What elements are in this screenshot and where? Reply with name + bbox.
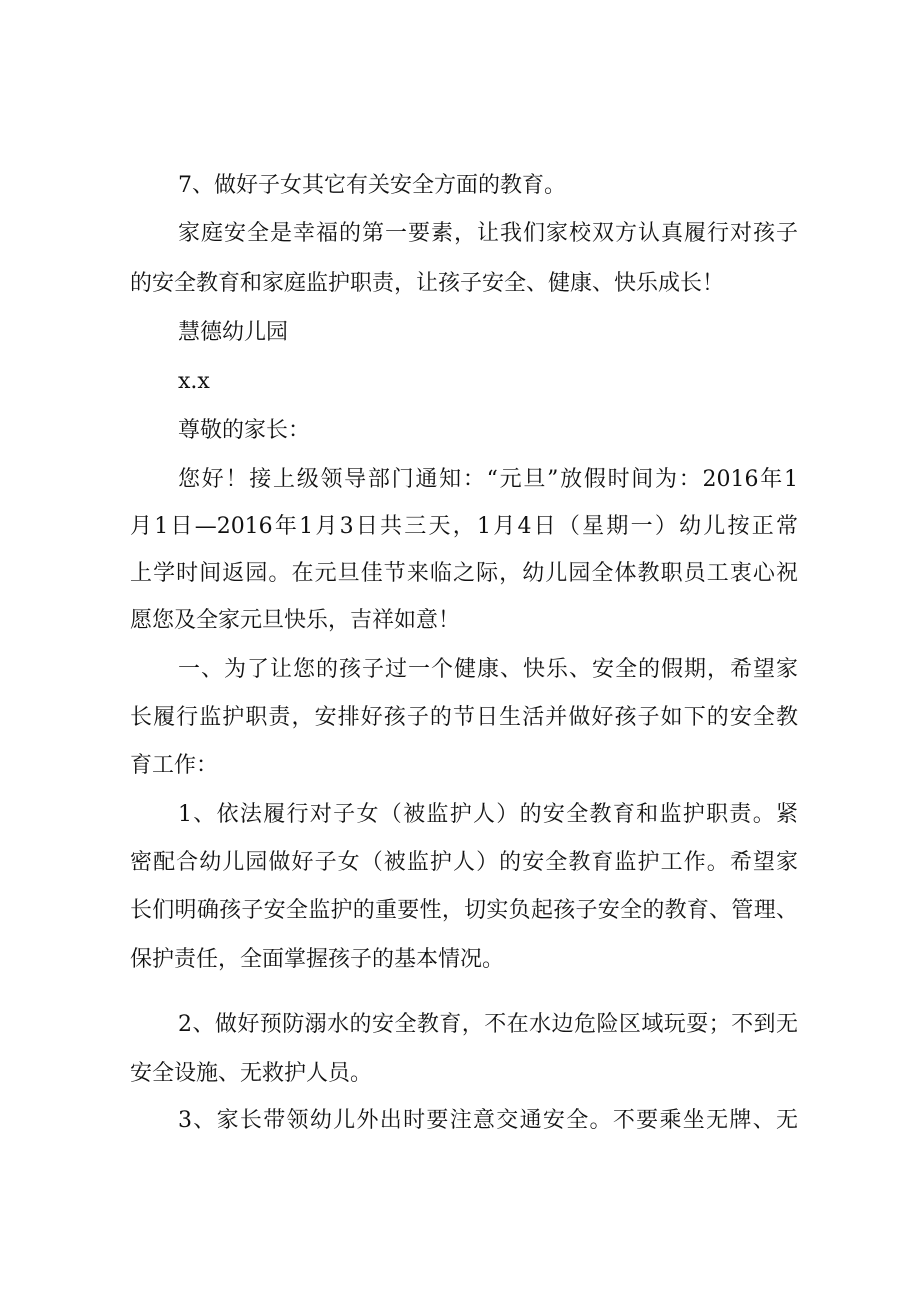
section-1-line-2: 长履行监护职责，安排好孩子的节日生活并做好孩子如下的安全教 <box>130 705 798 730</box>
signature-kindergarten: 慧德幼儿园 <box>178 320 289 345</box>
salutation: 尊敬的家长： <box>178 418 311 443</box>
item-7-line: 7、做好子女其它有关安全方面的教育。 <box>178 173 566 198</box>
item-1-line-3: 长们明确孩子安全监护的重要性，切实负起孩子安全的教育、管理、 <box>130 898 798 923</box>
item-1-line-4: 保护责任，全面掌握孩子的基本情况。 <box>130 947 505 972</box>
notice-paragraph-line-4: 愿您及全家元旦快乐，吉祥如意！ <box>130 608 461 633</box>
section-1-line-1: 一、为了让您的孩子过一个健康、快乐、安全的假期，希望家 <box>178 657 798 682</box>
item-1-line-2: 密配合幼儿园做好子女（被监护人）的安全教育监护工作。希望家 <box>130 850 798 875</box>
signature-date: x.x <box>178 369 210 394</box>
item-2-line-2: 安全设施、无救护人员。 <box>130 1061 373 1086</box>
item-1-line-1: 1、依法履行对子女（被监护人）的安全教育和监护职责。紧 <box>178 802 798 827</box>
closing-paragraph-line-2: 的安全教育和家庭监护职责，让孩子安全、健康、快乐成长！ <box>130 271 725 296</box>
item-3-line-1: 3、家长带领幼儿外出时要注意交通安全。不要乘坐无牌、无 <box>178 1108 798 1133</box>
closing-paragraph-line-1: 家庭安全是幸福的第一要素，让我们家校双方认真履行对孩子 <box>178 221 798 246</box>
notice-paragraph-line-1: 您好！接上级领导部门通知：“元旦”放假时间为：2016年1 <box>178 467 798 492</box>
section-1-line-3: 育工作： <box>130 753 219 778</box>
notice-paragraph-line-2: 月1日—2016年1月3日共三天，1月4日（星期一）幼儿按正常 <box>130 514 798 539</box>
notice-paragraph-line-3: 上学时间返园。在元旦佳节来临之际，幼儿园全体教职员工衷心祝 <box>130 561 798 586</box>
item-2-line-1: 2、做好预防溺水的安全教育，不在水边危险区域玩耍；不到无 <box>178 1012 798 1037</box>
